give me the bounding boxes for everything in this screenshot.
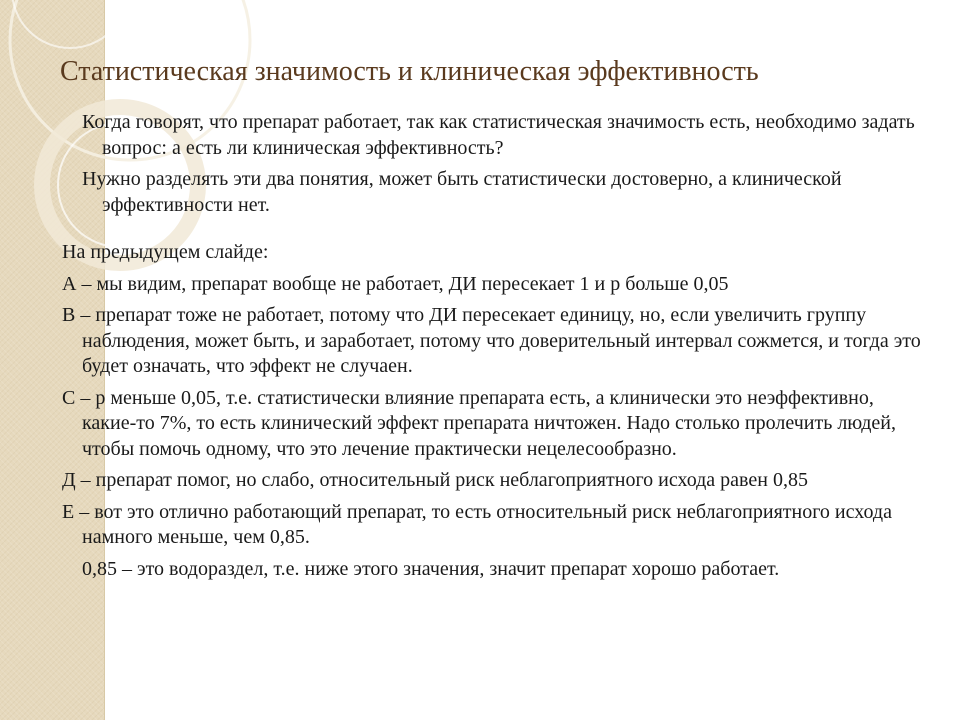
- item-c-label: С –: [62, 386, 91, 409]
- item-a: [62, 272, 932, 298]
- item-c-text: р меньше 0,05, т.е. статистически влияние препарата есть, а клинически это неэффективно, какие-то 7%, то есть клинический эффект препарата ничтожен. Надо столько пролечить людей, чтобы помочь одному, что это лечение практически нецелесообразно.: [82, 386, 896, 460]
- intro-paragraph-2: Нужно разделять эти два понятия, может быть статистически достоверно, а клинической эффективности нет.: [82, 168, 842, 216]
- item-c: [62, 386, 932, 463]
- item-e-label: Е –: [62, 500, 90, 523]
- item-b-label: В –: [62, 304, 91, 326]
- item-d-label: Д –: [62, 469, 91, 491]
- intro-paragraph-1: Когда говорят, что препарат работает, так как статистическая значимость есть, необходимо задать вопрос: а есть ли клиническая эффективность?: [82, 111, 915, 159]
- footnote-paragraph: 0,85 – это водораздел, т.е. ниже этого значения, значит препарат хорошо работает.: [82, 557, 780, 580]
- item-d: [62, 468, 932, 494]
- item-d-text: препарат помог, но слабо, относительный риск неблагоприятного исхода равен 0,85: [90, 469, 808, 491]
- item-a-label: А –: [62, 272, 92, 295]
- item-a-text: мы видим, препарат вообще не работает, ДИ пересекает 1 и р больше 0,05: [91, 272, 729, 295]
- slide-title: Статистическая значимость и клиническая эффективность: [60, 56, 759, 87]
- item-e: [62, 500, 932, 551]
- arc-top: [12, 0, 128, 48]
- slide-body: [62, 110, 932, 588]
- item-e-text: вот это отлично работающий препарат, то есть относительный риск неблагоприятного исхода намного меньше, чем 0,85.: [82, 500, 892, 548]
- previous-slide-heading: На предыдущем слайде:: [62, 241, 269, 263]
- item-b-text: препарат тоже не работает, потому что ДИ пересекает единицу, но, если увеличить группу наблюдения, может быть, и заработает, потому что доверительный интервал сожмется, и тогда это будет означать, что эффект не случаен.: [82, 304, 921, 377]
- item-b: [62, 303, 932, 380]
